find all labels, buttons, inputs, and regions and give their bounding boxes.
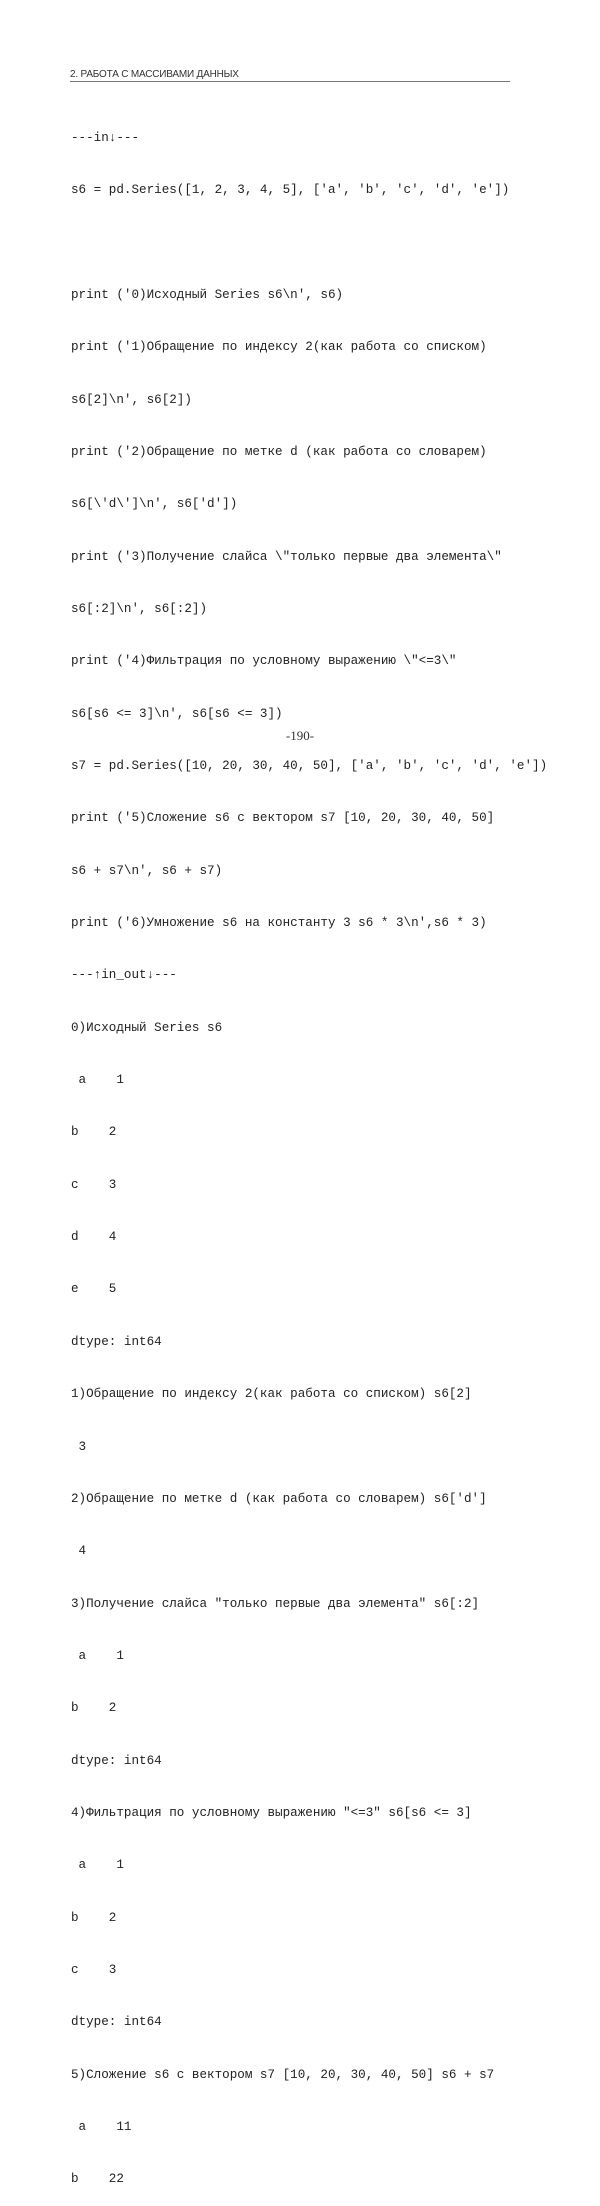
code-line: s6 + s7\n', s6 + s7) bbox=[71, 863, 223, 878]
code-listing bbox=[71, 95, 548, 2206]
code-line: s6[:2]\n', s6[:2]) bbox=[71, 602, 208, 616]
code-line: print ('2)Обращение по метке d (как работа со словарем) bbox=[71, 444, 487, 459]
output-line: b 2 bbox=[71, 1910, 117, 1925]
blank-line bbox=[71, 235, 531, 252]
output-line: 4 bbox=[71, 1544, 87, 1559]
code-line: s7 = pd.Series([10, 20, 30, 40, 50], ['a', 'b', 'c', 'd', 'e']) bbox=[71, 759, 548, 774]
output-line: b 2 bbox=[71, 1701, 117, 1716]
code-line: s6[s6 <= 3]\n', s6[s6 <= 3]) bbox=[71, 706, 283, 721]
code-line: s6 = pd.Series([1, 2, 3, 4, 5], ['a', 'b', 'c', 'd', 'e']) bbox=[71, 183, 510, 198]
output-line: a 1 bbox=[71, 1073, 124, 1088]
output-line: b 2 bbox=[71, 1125, 117, 1140]
code-line: print ('1)Обращение по индексу 2(как работа со списком) bbox=[71, 340, 487, 355]
output-line: dtype: int64 bbox=[71, 2015, 162, 2030]
input-marker: ---in↓--- bbox=[71, 130, 140, 145]
output-line: dtype: int64 bbox=[71, 1334, 162, 1349]
running-header: 2. РАБОТА С МАССИВАМИ ДАННЫХ bbox=[70, 69, 510, 82]
code-line: print ('6)Умножение s6 на константу 3 s6 * 3\n',s6 * 3) bbox=[71, 916, 487, 931]
output-marker: ---↑in_out↓--- bbox=[71, 968, 177, 983]
output-line: 1)Обращение по индексу 2(как работа со списком) s6[2] bbox=[71, 1387, 472, 1402]
code-line: print ('0)Исходный Series s6\n', s6) bbox=[71, 287, 344, 302]
output-line: c 3 bbox=[71, 1177, 117, 1192]
code-line: print ('3)Получение слайса \"только первые два элемента\" bbox=[71, 549, 502, 564]
output-line: e 5 bbox=[71, 1282, 117, 1297]
output-line: 3 bbox=[71, 1439, 87, 1454]
output-line: 5)Сложение s6 с вектором s7 [10, 20, 30, 40, 50] s6 + s7 bbox=[71, 2067, 495, 2082]
output-line: d 4 bbox=[71, 1230, 117, 1245]
output-line: c 3 bbox=[71, 1962, 117, 1977]
code-line: s6[2]\n', s6[2]) bbox=[71, 392, 192, 407]
code-line: print ('5)Сложение s6 с вектором s7 [10, 20, 30, 40, 50] bbox=[71, 811, 495, 826]
code-line: print ('4)Фильтрация по условному выражению \"<=3\" bbox=[71, 654, 457, 669]
output-line: 0)Исходный Series s6 bbox=[71, 1020, 223, 1035]
output-line: a 1 bbox=[71, 1858, 124, 1873]
output-line: 3)Получение слайса "только первые два элемента" s6[:2] bbox=[71, 1596, 480, 1611]
output-line: dtype: int64 bbox=[71, 1753, 162, 1768]
output-line: a 1 bbox=[71, 1648, 124, 1663]
output-line: b 22 bbox=[71, 2172, 124, 2187]
code-line: s6[\'d\']\n', s6['d']) bbox=[71, 497, 238, 512]
output-line: 2)Обращение по метке d (как работа со словарем) s6['d'] bbox=[71, 1491, 487, 1506]
page-number: -190- bbox=[285, 728, 315, 743]
output-line: a 11 bbox=[71, 2119, 132, 2134]
output-line: 4)Фильтрация по условному выражению "<=3" s6[s6 <= 3] bbox=[71, 1805, 472, 1820]
